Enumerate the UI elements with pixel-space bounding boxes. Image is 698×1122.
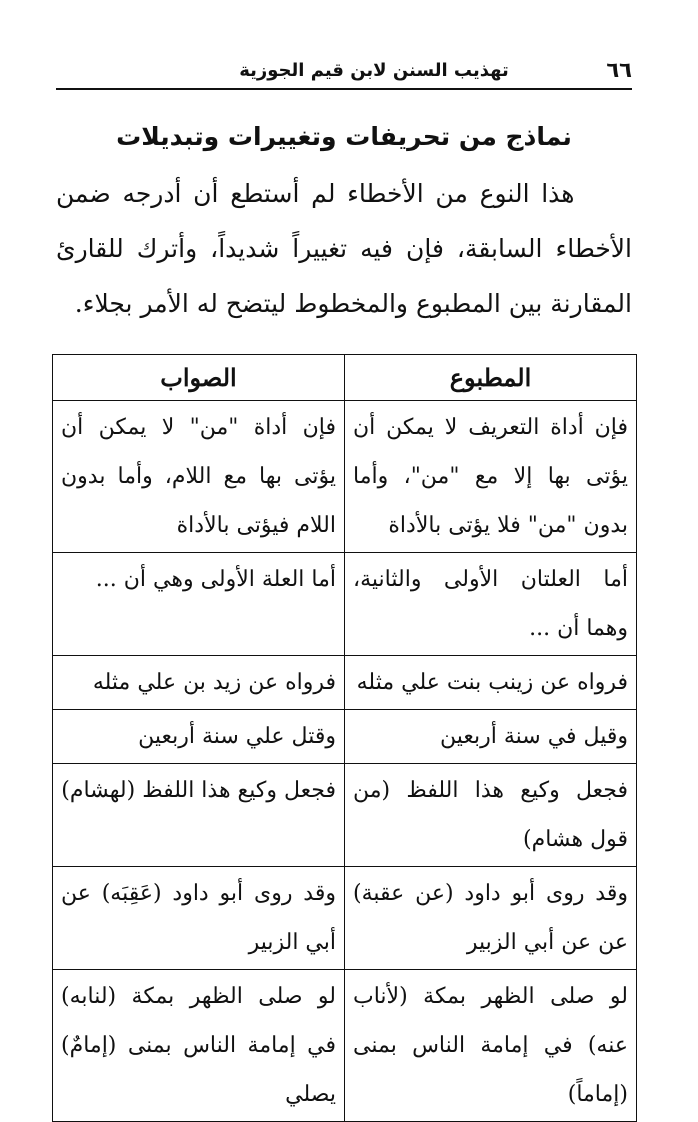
- correct-cell: وقد روى أبو داود (عَقِبَه) عن أبي الزبير: [53, 867, 345, 970]
- printed-cell: فإن أداة التعريف لا يمكن أن يؤتى بها إلا مع "من"، وأما بدون "من" فلا يؤتى بالأداة: [345, 401, 637, 553]
- page-number: ٦٦: [606, 58, 632, 82]
- running-title: تهذيب السنن لابن قيم الجوزية: [239, 60, 509, 81]
- table-row: [53, 764, 637, 867]
- printed-cell: أما العلتان الأولى والثانية، وهما أن ...: [345, 553, 637, 656]
- section-title: نماذج من تحريفات وتغييرات وتبديلات: [116, 122, 572, 151]
- correct-cell: أما العلة الأولى وهي أن ...: [53, 553, 345, 656]
- table-row: [53, 553, 637, 656]
- correct-cell: فجعل وكيع هذا اللفظ (لهشام): [53, 764, 345, 867]
- table-row: [53, 401, 637, 553]
- header-correct: الصواب: [53, 355, 345, 401]
- page-header: [56, 52, 632, 90]
- correct-cell: لو صلى الظهر بمكة (لنابه) في إمامة الناس بمنى (إمامٌ) يصلي: [53, 970, 345, 1122]
- correct-cell: فرواه عن زيد بن علي مثله: [53, 656, 345, 710]
- table-row: [53, 970, 637, 1122]
- header-printed: المطبوع: [345, 355, 637, 401]
- intro-paragraph: هذا النوع من الأخطاء لم أستطع أن أدرجه ضمن الأخطاء السابقة، فإن فيه تغييراً شديداً، وأترك للقارئ المقارنة بين المطبوع والمخطوط ليتضح له الأمر بجلاء.: [56, 179, 632, 318]
- table-row: [53, 710, 637, 764]
- printed-cell: لو صلى الظهر بمكة (لأناب عنه) في إمامة الناس بمنى (إماماً): [345, 970, 637, 1122]
- table-row: [53, 867, 637, 970]
- table-header-row: [53, 355, 637, 401]
- correct-cell: فإن أداة "من" لا يمكن أن يؤتى بها مع اللام، وأما بدون اللام فيؤتى بالأداة: [53, 401, 345, 553]
- printed-cell: فجعل وكيع هذا اللفظ (من قول هشام): [345, 764, 637, 867]
- table-row: [53, 656, 637, 710]
- comparison-table: [52, 354, 637, 1122]
- printed-cell: وقد روى أبو داود (عن عقبة) عن عن أبي الزبير: [345, 867, 637, 970]
- correct-cell: وقتل علي سنة أربعين: [53, 710, 345, 764]
- printed-cell: وقيل في سنة أربعين: [345, 710, 637, 764]
- printed-cell: فرواه عن زينب بنت علي مثله: [345, 656, 637, 710]
